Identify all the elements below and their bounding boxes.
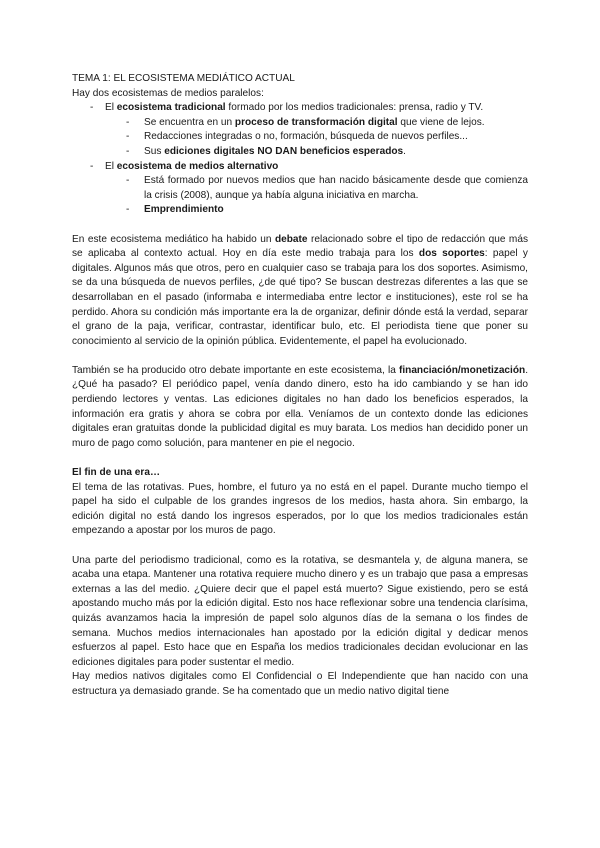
list-dash: - xyxy=(126,116,130,128)
sublist-item xyxy=(72,116,528,131)
paragraph-4: Una parte del periodismo tradicional, como es la rotativa, se desmantela y, de alguna manera, se acaba una etapa. Mantener una rotativa requiere mucho dinero y es un trabajo que pasa a empresas externas a las del medio. ¿Quiere decir que el papel está muerto? Sigue existiendo, pero se está apostando mucho más por la edición digital. Esto nos hace reflexionar sobre una tendencia clarísima, quizás avanzamos hacia la impresión de papel solo algunos días de la semana o los findes de semana. Muchos medios internacionales han apostado por la edición digital y dedicar menos esfuerzos al papel. Esto hace que en España los medios tradicionales decidan evolucionar en las ediciones digitales para poder sustentar el medio. xyxy=(72,554,528,668)
section-heading xyxy=(72,466,528,481)
list-dash: - xyxy=(126,175,130,187)
list-dash: - xyxy=(126,145,130,157)
paragraph-2 xyxy=(72,364,528,452)
text-run: En este ecosistema mediático ha habido un xyxy=(72,233,275,245)
text-run: . ¿Qué ha pasado? El periódico papel, venía dando dinero, esto ha ido cambiando y se han ido perdiendo lectores y ventas. Las ediciones digitales no han dado los beneficios esperados, la información era gratis y ahora se cobra por ella. Veníamos de un contexto donde las ediciones digitales eran gratuitas donde la publicidad digital es muy barata. Los medios han decidido poner un muro de pago como solución, para mantener en pie el negocio. xyxy=(72,364,528,449)
text-run: El xyxy=(105,102,117,114)
text-run: . xyxy=(403,145,406,157)
text-run: Se encuentra en un xyxy=(144,116,235,128)
text-run: formado por los medios tradicionales: prensa, radio y TV. xyxy=(225,102,484,114)
list-dash: - xyxy=(90,160,94,172)
paragraph-1 xyxy=(72,233,528,350)
text-run: relacionado sobre el tipo de redacción que más se aplicaba al contexto actual. Hoy en día este medio trabaja para los xyxy=(72,233,529,260)
list-item-alternative xyxy=(72,160,528,175)
list-dash: - xyxy=(126,131,130,143)
bold-run: financiación/monetización xyxy=(398,364,526,376)
bold-run: debate xyxy=(274,233,308,245)
sublist-item xyxy=(72,130,528,145)
text-run: También se ha producido otro debate importante en este ecosistema, la xyxy=(72,364,399,376)
text-run: Redacciones integradas o no, formación, búsqueda de nuevos perfiles... xyxy=(144,131,468,143)
bold-run: dos soportes xyxy=(418,248,485,260)
document-content xyxy=(72,72,528,700)
bold-run: proceso de transformación digital xyxy=(234,116,398,128)
text-run: El xyxy=(105,160,117,172)
intro-line: Hay dos ecosistemas de medios paralelos: xyxy=(72,87,264,99)
paragraph-3: El tema de las rotativas. Pues, hombre, el futuro ya no está en el papel. Durante mucho tiempo el papel ha sido el culpable de los grandes ingresos de los medios, hasta ahora. Sin embargo, la edición digital no está dando los ingresos esperados, por lo que los medios tradicionales están empezando a apostar por los muros de pago. xyxy=(72,481,528,537)
list-dash: - xyxy=(90,102,94,114)
text-run: que viene de lejos. xyxy=(397,116,485,128)
text-run: Sus xyxy=(144,145,165,157)
sublist-item xyxy=(72,145,528,160)
text-run: : papel y digitales. Algunos más que otros, pero en cualquier caso se trabaja para los dos soportes. Asimismo, se da una búsqueda de nuevos perfiles, ¿de qué tipo? Se buscan destrezas diferentes a las que se desarrollaban en el pasado (informaba e intermediaba entre lector e instituciones), este rol se ha perdido. Ahora su condición más importante era la de organizar, definir dónde está la verdad, separar el grano de la paja, verificar, contrastar, identificar bulo, etc. El periodista tiene que poner su conocimiento al servicio de la opinión pública. Evidentemente, el papel ha evolucionado. xyxy=(72,248,528,347)
bold-run: Emprendimiento xyxy=(144,204,224,216)
list-dash: - xyxy=(126,204,130,216)
text-run: Está formado por nuevos medios que han nacido básicamente desde que comienza la crisis (2008), aunque ya había alguna iniciativa en marcha. xyxy=(144,175,528,201)
ecosystem-list xyxy=(72,101,528,218)
sublist-item xyxy=(72,174,528,203)
bold-run: El fin de una era… xyxy=(72,467,161,479)
bold-run: ecosistema tradicional xyxy=(116,102,226,114)
paragraph-5: Hay medios nativos digitales como El Confidencial o El Independiente que han nacido con una estructura ya demasiado grande. Se ha comentado que un medio nativo digital tiene xyxy=(72,671,528,697)
bold-run: ediciones digitales NO DAN beneficios esperados xyxy=(164,145,404,157)
list-item-traditional xyxy=(72,101,528,116)
document-title: TEMA 1: EL ECOSISTEMA MEDIÁTICO ACTUAL xyxy=(72,73,295,84)
bold-run: ecosistema de medios alternativo xyxy=(116,160,279,172)
sublist-item xyxy=(72,203,528,218)
